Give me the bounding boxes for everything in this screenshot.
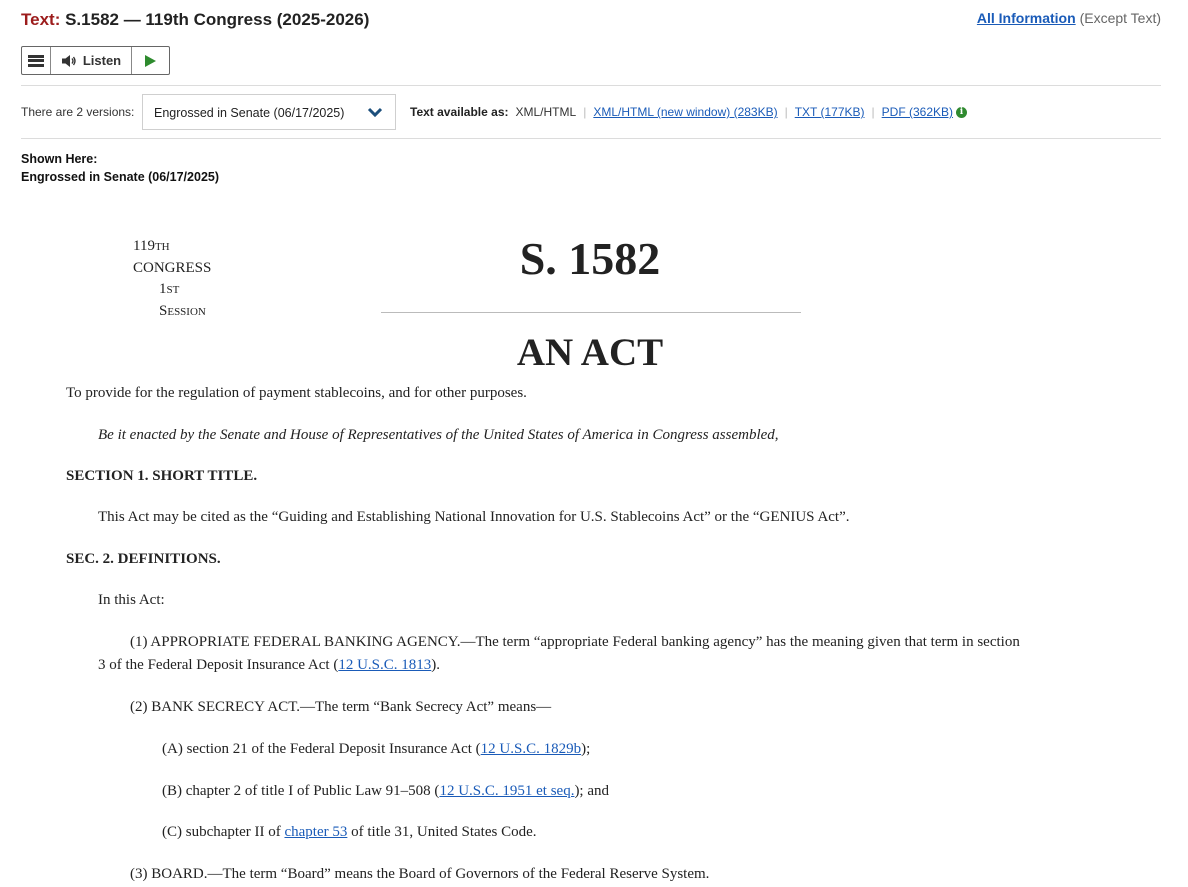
hamburger-icon: [28, 55, 44, 67]
shown-here-label: Shown Here:: [21, 152, 98, 166]
versions-count: There are 2 versions:: [21, 105, 135, 119]
bill-number: S. 1582: [519, 233, 661, 284]
text-formats: Text available as: XML/HTML | XML/HTML (new window) (283KB) | TXT (177KB) | PDF (362KB) i: [410, 105, 967, 119]
divider: [21, 138, 1161, 139]
bill-rule: [381, 312, 801, 313]
chevron-down-icon: [367, 105, 383, 122]
congress-session: [133, 236, 211, 323]
definition-1-line-2: 3 of the Federal Deposit Insurance Act (12 U.S.C. 1813).: [98, 657, 441, 673]
info-icon[interactable]: i: [956, 107, 967, 118]
all-information: [977, 10, 1161, 26]
listen-button[interactable]: [51, 47, 132, 74]
act-title: AN ACT: [516, 331, 664, 374]
section-1-heading: SECTION 1. SHORT TITLE.: [66, 468, 258, 484]
session-line: 1ST SESSION: [159, 281, 206, 319]
page-title-text: S.1582 — 119th Congress (2025-2026): [65, 10, 370, 29]
versions-bar: [21, 94, 1161, 130]
section-2-heading: SEC. 2. DEFINITIONS.: [66, 551, 221, 567]
definition-2b: (B) chapter 2 of title I of Public Law 91–508 (12 U.S.C. 1951 et seq.); and: [162, 783, 610, 799]
player-menu-button[interactable]: [22, 47, 51, 74]
format-link-pdf[interactable]: PDF (362KB): [881, 105, 954, 119]
play-button[interactable]: [132, 47, 169, 74]
format-link-txt[interactable]: TXT (177KB): [794, 105, 865, 119]
divider: [21, 85, 1161, 86]
format-current: XML/HTML: [515, 105, 577, 119]
definition-2a: (A) section 21 of the Federal Deposit Insurance Act (12 U.S.C. 1829b);: [162, 741, 591, 757]
listen-label: Listen: [82, 53, 122, 68]
all-information-suffix: (Except Text): [1079, 10, 1161, 26]
usc-link-1829b[interactable]: 12 U.S.C. 1829b: [480, 741, 582, 757]
text-available-label: Text available as:: [410, 105, 509, 119]
section-2-intro: In this Act:: [98, 592, 165, 608]
chapter-53-link[interactable]: chapter 53: [284, 824, 348, 840]
shown-here: [21, 150, 219, 186]
page-title-label: Text:: [21, 10, 61, 29]
definition-1-line-1: (1) APPROPRIATE FEDERAL BANKING AGENCY.—The term “appropriate Federal banking agency” has the meaning given that term in section: [130, 634, 1020, 650]
shown-here-value: Engrossed in Senate (06/17/2025): [21, 170, 220, 184]
listen-player: [21, 46, 170, 75]
definition-3: (3) BOARD.—The term “Board” means the Board of Governors of the Federal Reserve System.: [130, 866, 710, 882]
all-information-link[interactable]: All Information: [976, 10, 1076, 26]
bill-purpose: To provide for the regulation of payment stablecoins, and for other purposes.: [66, 385, 527, 401]
format-link-xml-new-window[interactable]: XML/HTML (new window) (283KB): [593, 105, 778, 119]
speaker-icon: [61, 54, 77, 68]
usc-link-1813[interactable]: 12 U.S.C. 1813: [338, 657, 432, 673]
definition-2c: (C) subchapter II of chapter 53 of title 31, United States Code.: [162, 824, 537, 840]
section-1-text: This Act may be cited as the “Guiding and Establishing National Innovation for U.S. Stablecoins Act” or the “GENIUS Act”.: [98, 509, 850, 525]
congress-line: 119TH CONGRESS: [133, 238, 212, 276]
enacting-clause: Be it enacted by the Senate and House of Representatives of the United States of America in Congress assembled,: [98, 427, 779, 443]
version-select-value: Engrossed in Senate (06/17/2025): [154, 106, 345, 120]
usc-link-1951[interactable]: 12 U.S.C. 1951 et seq.: [439, 783, 575, 799]
page-title: [21, 10, 369, 30]
version-select[interactable]: [142, 94, 396, 130]
play-icon: [145, 55, 156, 67]
definition-2: (2) BANK SECRECY ACT.—The term “Bank Secrecy Act” means—: [130, 699, 552, 715]
title-row: [21, 8, 1161, 32]
